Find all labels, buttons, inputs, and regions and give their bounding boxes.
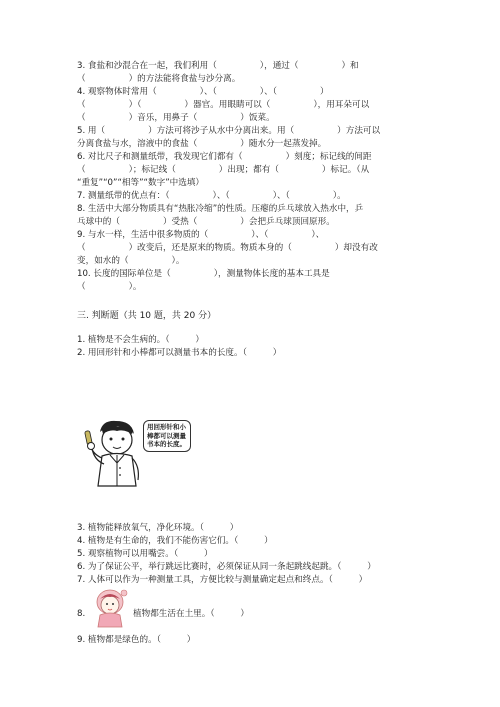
section-title: 三. 判断题（共 10 题，共 20 分） (77, 311, 217, 321)
judge-item: 5. 观察植物可以用嘴尝。（ ） (77, 549, 213, 559)
fill-line: 10. 长度的国际单位是（ ），测量物体长度的基本工具是 (77, 269, 330, 279)
judge-item-number: 8. (77, 609, 86, 619)
fill-line: 变，如水的（ ）。 (77, 256, 185, 266)
fill-line: 3. 食盐和沙混合在一起，我们利用（ ），通过（ ）和 (77, 61, 359, 71)
fill-line: “重复”“0”“相等”“数字”中选填） (77, 178, 205, 188)
fill-line: 分离食盐与水，溶液中的食盐（ ）随水分一起蒸发掉。 (77, 139, 327, 149)
fill-line: 乓球中的（ ）受热（ ）会把乒乓球顶回原形。 (77, 217, 335, 227)
girl-illustration (92, 587, 132, 629)
speech-bubble: 用回形针和小棒都可以测量书本的长度。 (143, 420, 191, 452)
fill-line: （ ）改变后，还是原来的物质。物质本身的（ ）却没有改 (77, 243, 378, 253)
fill-line: （ ）（ ）器官。用眼睛可以（ ），用耳朵可以 (77, 100, 370, 110)
judge-item: 7. 人体可以作为一种测量工具，方便比较与测量确定起点和终点。（ ） (77, 575, 368, 585)
boy-illustration (80, 418, 190, 493)
judge-item: 3. 植物能释放氧气，净化环境。（ ） (77, 523, 239, 533)
fill-line: 9. 与水一样，生活中很多物质的（ ）、（ ）、 (77, 230, 325, 240)
fill-line: 5. 用（ ）方法可将沙子从水中分离出来。用（ ）方法可以 (77, 126, 381, 136)
fill-line: （ ）的方法能将食盐与沙分离。 (77, 74, 241, 84)
judge-item: 1. 植物是不会生病的。（ ） (77, 335, 204, 345)
fill-line: 8. 生活中大部分物质具有“热胀冷缩”的性质。压瘪的乒乓球放入热水中，乒 (77, 204, 364, 214)
fill-line: （ ）。 (77, 282, 142, 292)
fill-line: 6. 对比尺子和测量纸带，我发现它们都有（ ）刻度；标记线的间距 (77, 152, 372, 162)
judge-item: 9. 植物都是绿色的。（ ） (77, 635, 196, 645)
fill-line: 7. 测量纸带的优点有：（ ）、（ ）、（ ）。 (77, 191, 346, 201)
fill-line: 4. 观察物体时常用（ ）、（ ）、（ ） (77, 87, 329, 97)
fill-line: （ ）音乐，用鼻子（ ）饭菜。 (77, 113, 275, 123)
fill-line: （ ）；标记线（ ）出现；都有（ ）标记。（从 (77, 165, 370, 175)
judge-item: 4. 植物是有生命的，我们不能伤害它们。（ ） (77, 536, 273, 546)
judge-item: 植物都生活在土里。（ ） (133, 609, 250, 619)
girl-icon (92, 587, 132, 629)
judge-item: 2. 用回形针和小棒都可以测量书本的长度。（ ） (77, 348, 282, 358)
judge-item: 6. 为了保证公平，举行跳远比赛时，必须保证从同一条起跳线起跳。（ ） (77, 562, 376, 572)
